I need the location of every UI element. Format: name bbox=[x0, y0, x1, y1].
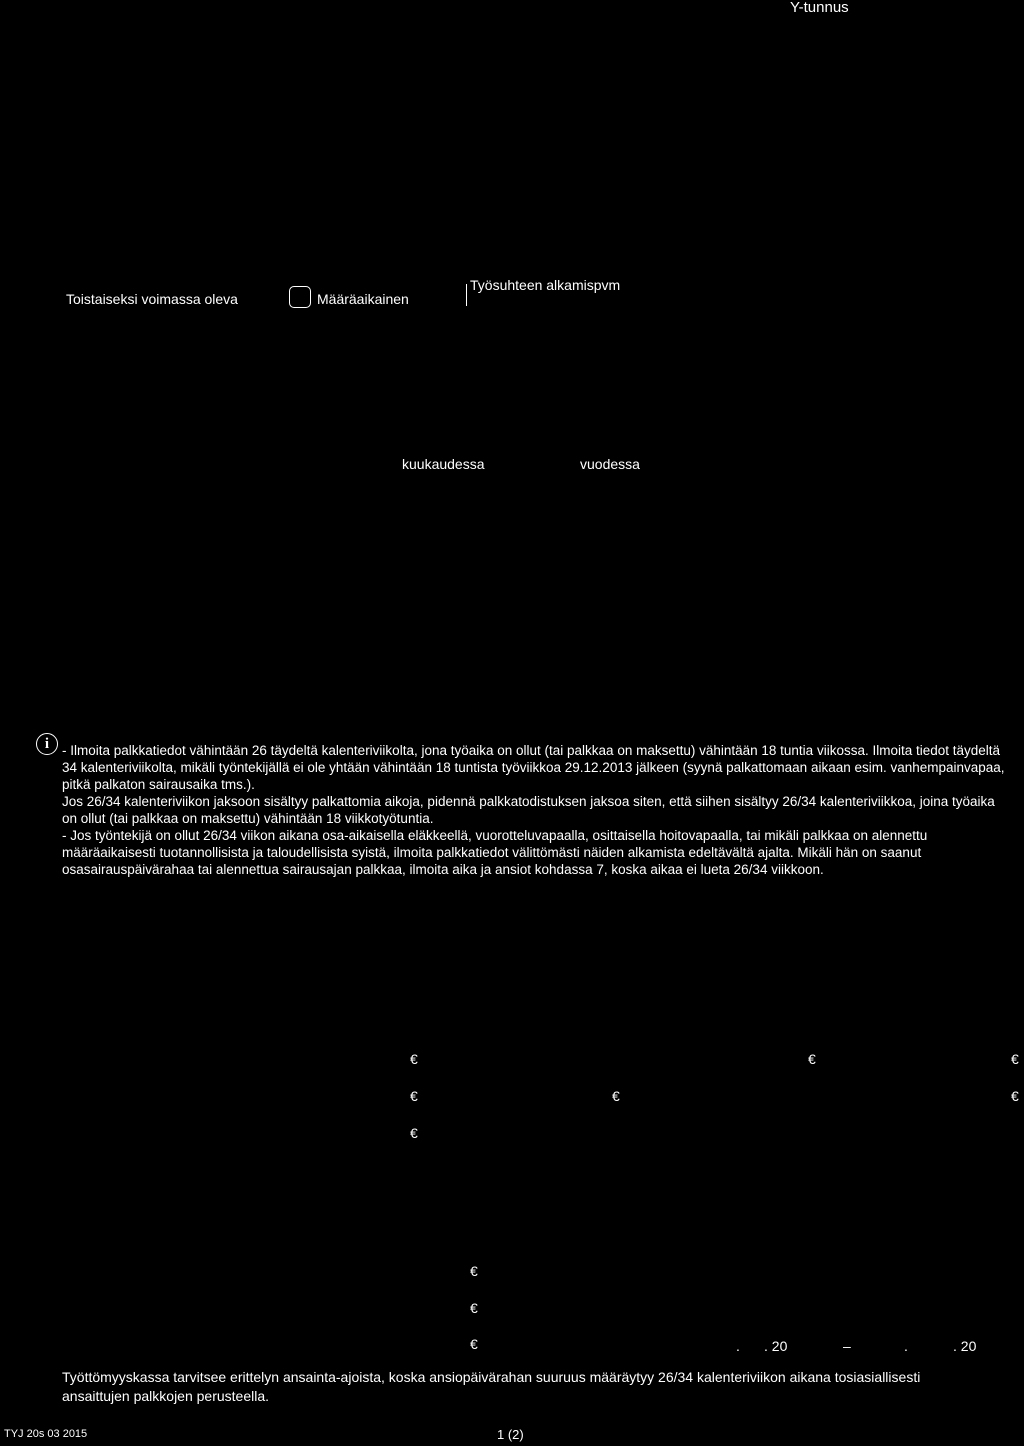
form-code: TYJ 20s 03 2015 bbox=[4, 1428, 88, 1440]
info-paragraph-3: - Jos työntekijä on ollut 26/34 viikon aikana osa-aikaisella eläkkeellä, vuorotteluvapaalla, osittaisella hoitovapaalla, tai mikäli palkkaa on alennettu määräaikaisesti tuotannollisista ja taloudellisista syistä, ilmoita palkkatiedot välittömästi näiden alkamista edeltävältä ajalta. Mikäli hän on saanut osasairauspäivärahaa tai alennettua sairausajan palkkaa, ilmoita aika ja ansiot kohdassa 7, koska aikaa ei lueta 26/34 viikkoon. bbox=[62, 828, 928, 877]
euro-symbol: € bbox=[410, 1088, 418, 1104]
info-icon: i bbox=[36, 733, 58, 755]
fixed-term-label: Määräaikainen bbox=[317, 291, 409, 307]
euro-symbol: € bbox=[1011, 1088, 1019, 1104]
info-paragraph-1: - Ilmoita palkkatiedot vähintään 26 täydeltä kalenteriviikolta, jona työaika on ollut (tai palkkaa on maksettu) vähintään 18 tuntia viikossa. Ilmoita tiedot täydeltä 34 kalenteriviikolta, mikäli työntekijällä ei ole yhtään vähintään 18 tuntista työviikkoa 29.12.2013 jälkeen (syynä palkattomaan aikaan esim. vanhempainvapaa, pitkä palkaton sairausaika tms.). bbox=[62, 743, 1005, 792]
date-separator: . bbox=[904, 1338, 908, 1354]
field-divider bbox=[466, 284, 467, 306]
date-year-prefix: . 20 bbox=[953, 1338, 977, 1354]
euro-symbol: € bbox=[1011, 1051, 1019, 1067]
euro-symbol: € bbox=[410, 1051, 418, 1067]
euro-symbol: € bbox=[470, 1263, 478, 1279]
start-date-label: Työsuhteen alkamispvm bbox=[470, 277, 621, 293]
business-id-label: Y-tunnus bbox=[790, 0, 849, 16]
yearly-label: vuodessa bbox=[580, 456, 640, 472]
euro-symbol: € bbox=[410, 1125, 418, 1141]
info-paragraph-2: Jos 26/34 kalenteriviikon jaksoon sisältyy palkattomia aikoja, pidennä palkkatodistuksen jaksoa siten, että siihen sisältyy 26/34 kalenteriviikkoa, joina työaika on ollut (tai palkkaa on maksettu) vähintään 18 viikkotyötuntia. bbox=[62, 794, 995, 826]
euro-symbol: € bbox=[808, 1051, 816, 1067]
euro-symbol: € bbox=[470, 1300, 478, 1316]
page-number: 1 (2) bbox=[497, 1427, 524, 1442]
info-instructions bbox=[62, 742, 1012, 878]
period-dash: – bbox=[843, 1338, 851, 1354]
euro-symbol: € bbox=[470, 1336, 478, 1352]
permanent-employment-label: Toistaiseksi voimassa oleva bbox=[66, 291, 238, 307]
euro-symbol: € bbox=[612, 1088, 620, 1104]
date-year-prefix: . 20 bbox=[764, 1338, 788, 1354]
fixed-term-checkbox[interactable] bbox=[289, 286, 311, 308]
footer-note: Työttömyyskassa tarvitsee erittelyn ansainta-ajoista, koska ansiopäivärahan suuruus määräytyy 26/34 kalenteriviikon aikana tosiasiallisesti ansaittujen palkkojen perusteella. bbox=[62, 1369, 921, 1404]
monthly-label: kuukaudessa bbox=[402, 456, 485, 472]
date-separator: . bbox=[736, 1338, 740, 1354]
